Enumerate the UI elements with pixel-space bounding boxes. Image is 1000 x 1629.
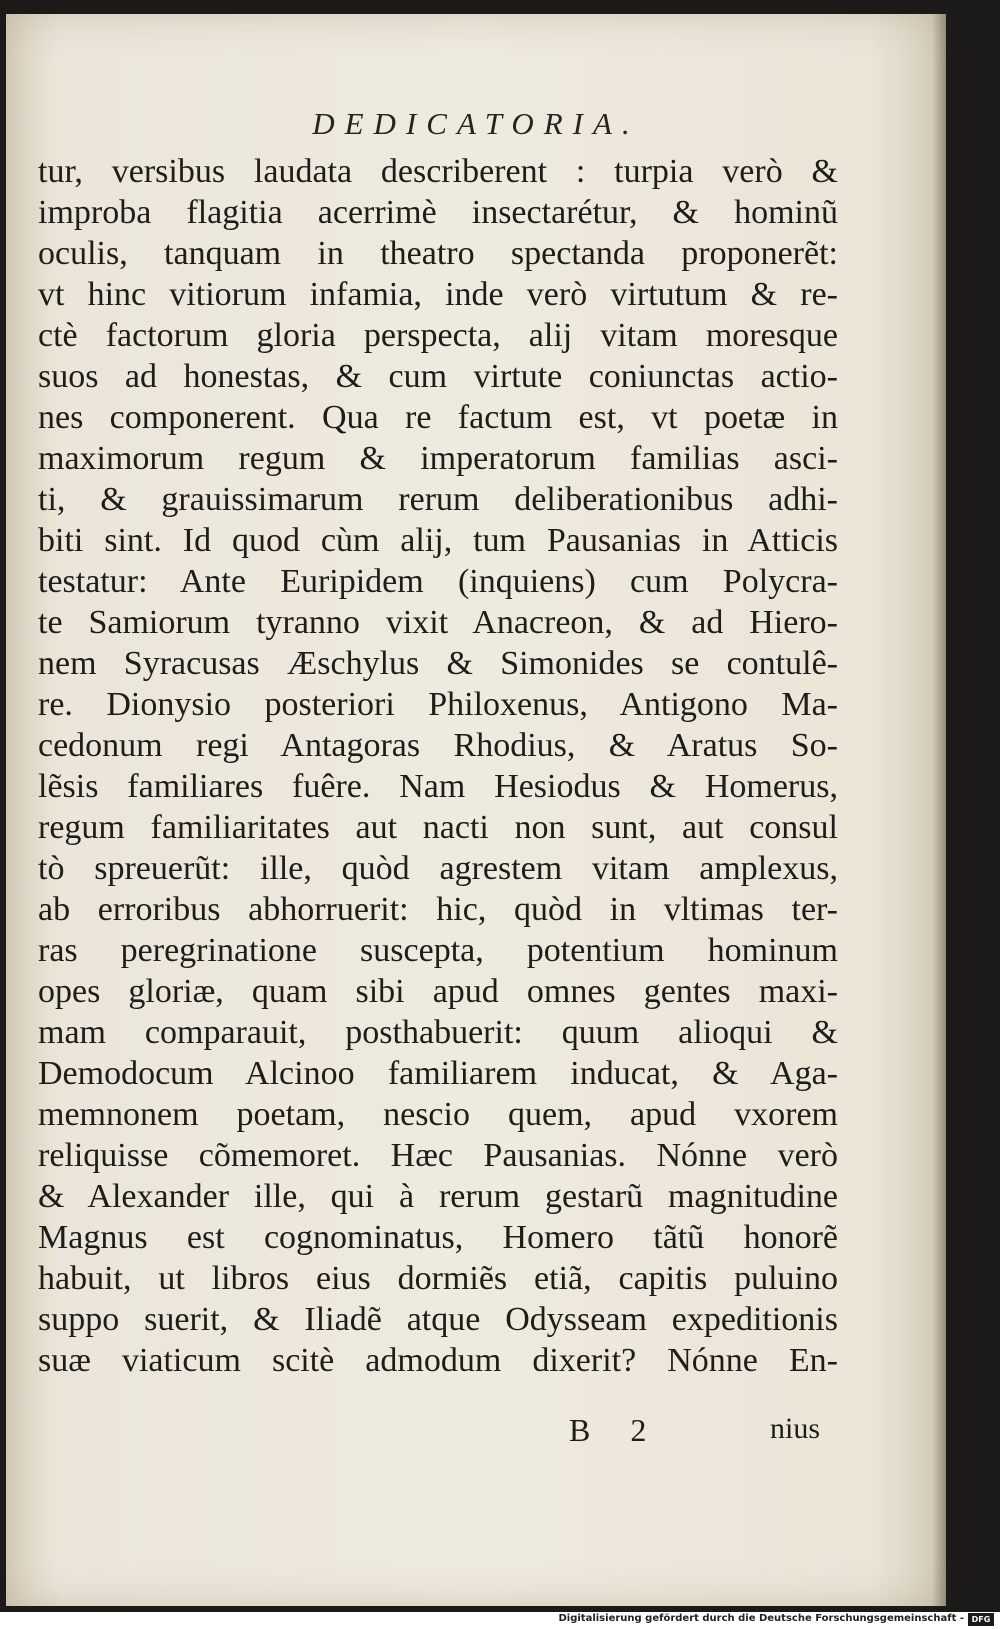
text-line: habuit, ut libros eius dormiẽs etiã, capitis puluino — [38, 1260, 838, 1297]
running-header: DEDICATORIA. — [312, 106, 640, 141]
digitization-credit: Digitalisierung gefördert durch die Deutsche Forschungsgemeinschaft - — [558, 1613, 964, 1624]
text-line: vt hinc vitiorum infamia, inde verò virtutum & re- — [38, 276, 838, 313]
text-line: & Alexander ille, qui à rerum gestarũ magnitudine — [38, 1178, 838, 1215]
text-line: suppo suerit, & Iliadẽ atque Odysseam expeditionis — [38, 1301, 838, 1338]
text-line: tur, versibus laudata describerent : turpia verò & — [38, 153, 838, 190]
text-line: reliquisse cõmemoret. Hæc Pausanias. Nónne verò — [38, 1137, 838, 1174]
text-line: improba flagitia acerrimè insectarétur, & hominũ — [38, 194, 838, 231]
catchword: nius — [770, 1412, 821, 1445]
text-line: mam comparauit, posthabuerit: quum alioqui & — [38, 1014, 838, 1051]
text-line: Magnus est cognominatus, Homero tãtũ honorẽ — [38, 1219, 838, 1256]
text-line: re. Dionysio posteriori Philoxenus, Antigono Ma- — [38, 686, 838, 723]
text-line: cedonum regi Antagoras Rhodius, & Aratus So- — [38, 727, 838, 764]
text-line: oculis, tanquam in theatro spectanda proponerẽt: — [38, 235, 838, 272]
text-line: ab erroribus abhorruerit: hic, quòd in vltimas ter- — [38, 891, 838, 928]
credit-bar — [0, 1612, 1000, 1629]
text-line: Demodocum Alcinoo familiarem inducat, & Aga- — [38, 1055, 838, 1092]
text-line: maximorum regum & imperatorum familias asci- — [38, 440, 838, 477]
text-line: regum familiaritates aut nacti non sunt, aut consul — [38, 809, 838, 846]
text-line: nem Syracusas Æschylus & Simonides se contulê- — [38, 645, 838, 682]
dfg-logo: DFG — [968, 1613, 994, 1626]
text-line: biti sint. Id quod cùm alij, tum Pausanias in Atticis — [38, 522, 838, 559]
text-line: ras peregrinatione suscepta, potentium hominum — [38, 932, 838, 969]
text-line: suæ viaticum scitè admodum dixerit? Nónne En- — [38, 1342, 838, 1379]
book-page — [6, 14, 946, 1606]
text-line: ctè factorum gloria perspecta, alij vitam moresque — [38, 317, 838, 354]
text-line: te Samiorum tyranno vixit Anacreon, & ad Hiero- — [38, 604, 838, 641]
text-line: tò spreuerũt: ille, quòd agrestem vitam amplexus, — [38, 850, 838, 887]
text-line: ti, & grauissimarum rerum deliberationibus adhi- — [38, 481, 838, 518]
text-line: opes gloriæ, quam sibi apud omnes gentes maxi- — [38, 973, 838, 1010]
text-line: testatur: Ante Euripidem (inquiens) cum Polycra- — [38, 563, 838, 600]
text-line: suos ad honestas, & cum virtute coniunctas actio- — [38, 358, 838, 395]
text-line: memnonem poetam, nescio quem, apud vxorem — [38, 1096, 838, 1133]
signature-mark: B 2 — [569, 1412, 663, 1448]
text-line: lẽsis familiares fuêre. Nam Hesiodus & Homerus, — [38, 768, 838, 805]
text-line: nes componerent. Qua re factum est, vt poetæ in — [38, 399, 838, 436]
